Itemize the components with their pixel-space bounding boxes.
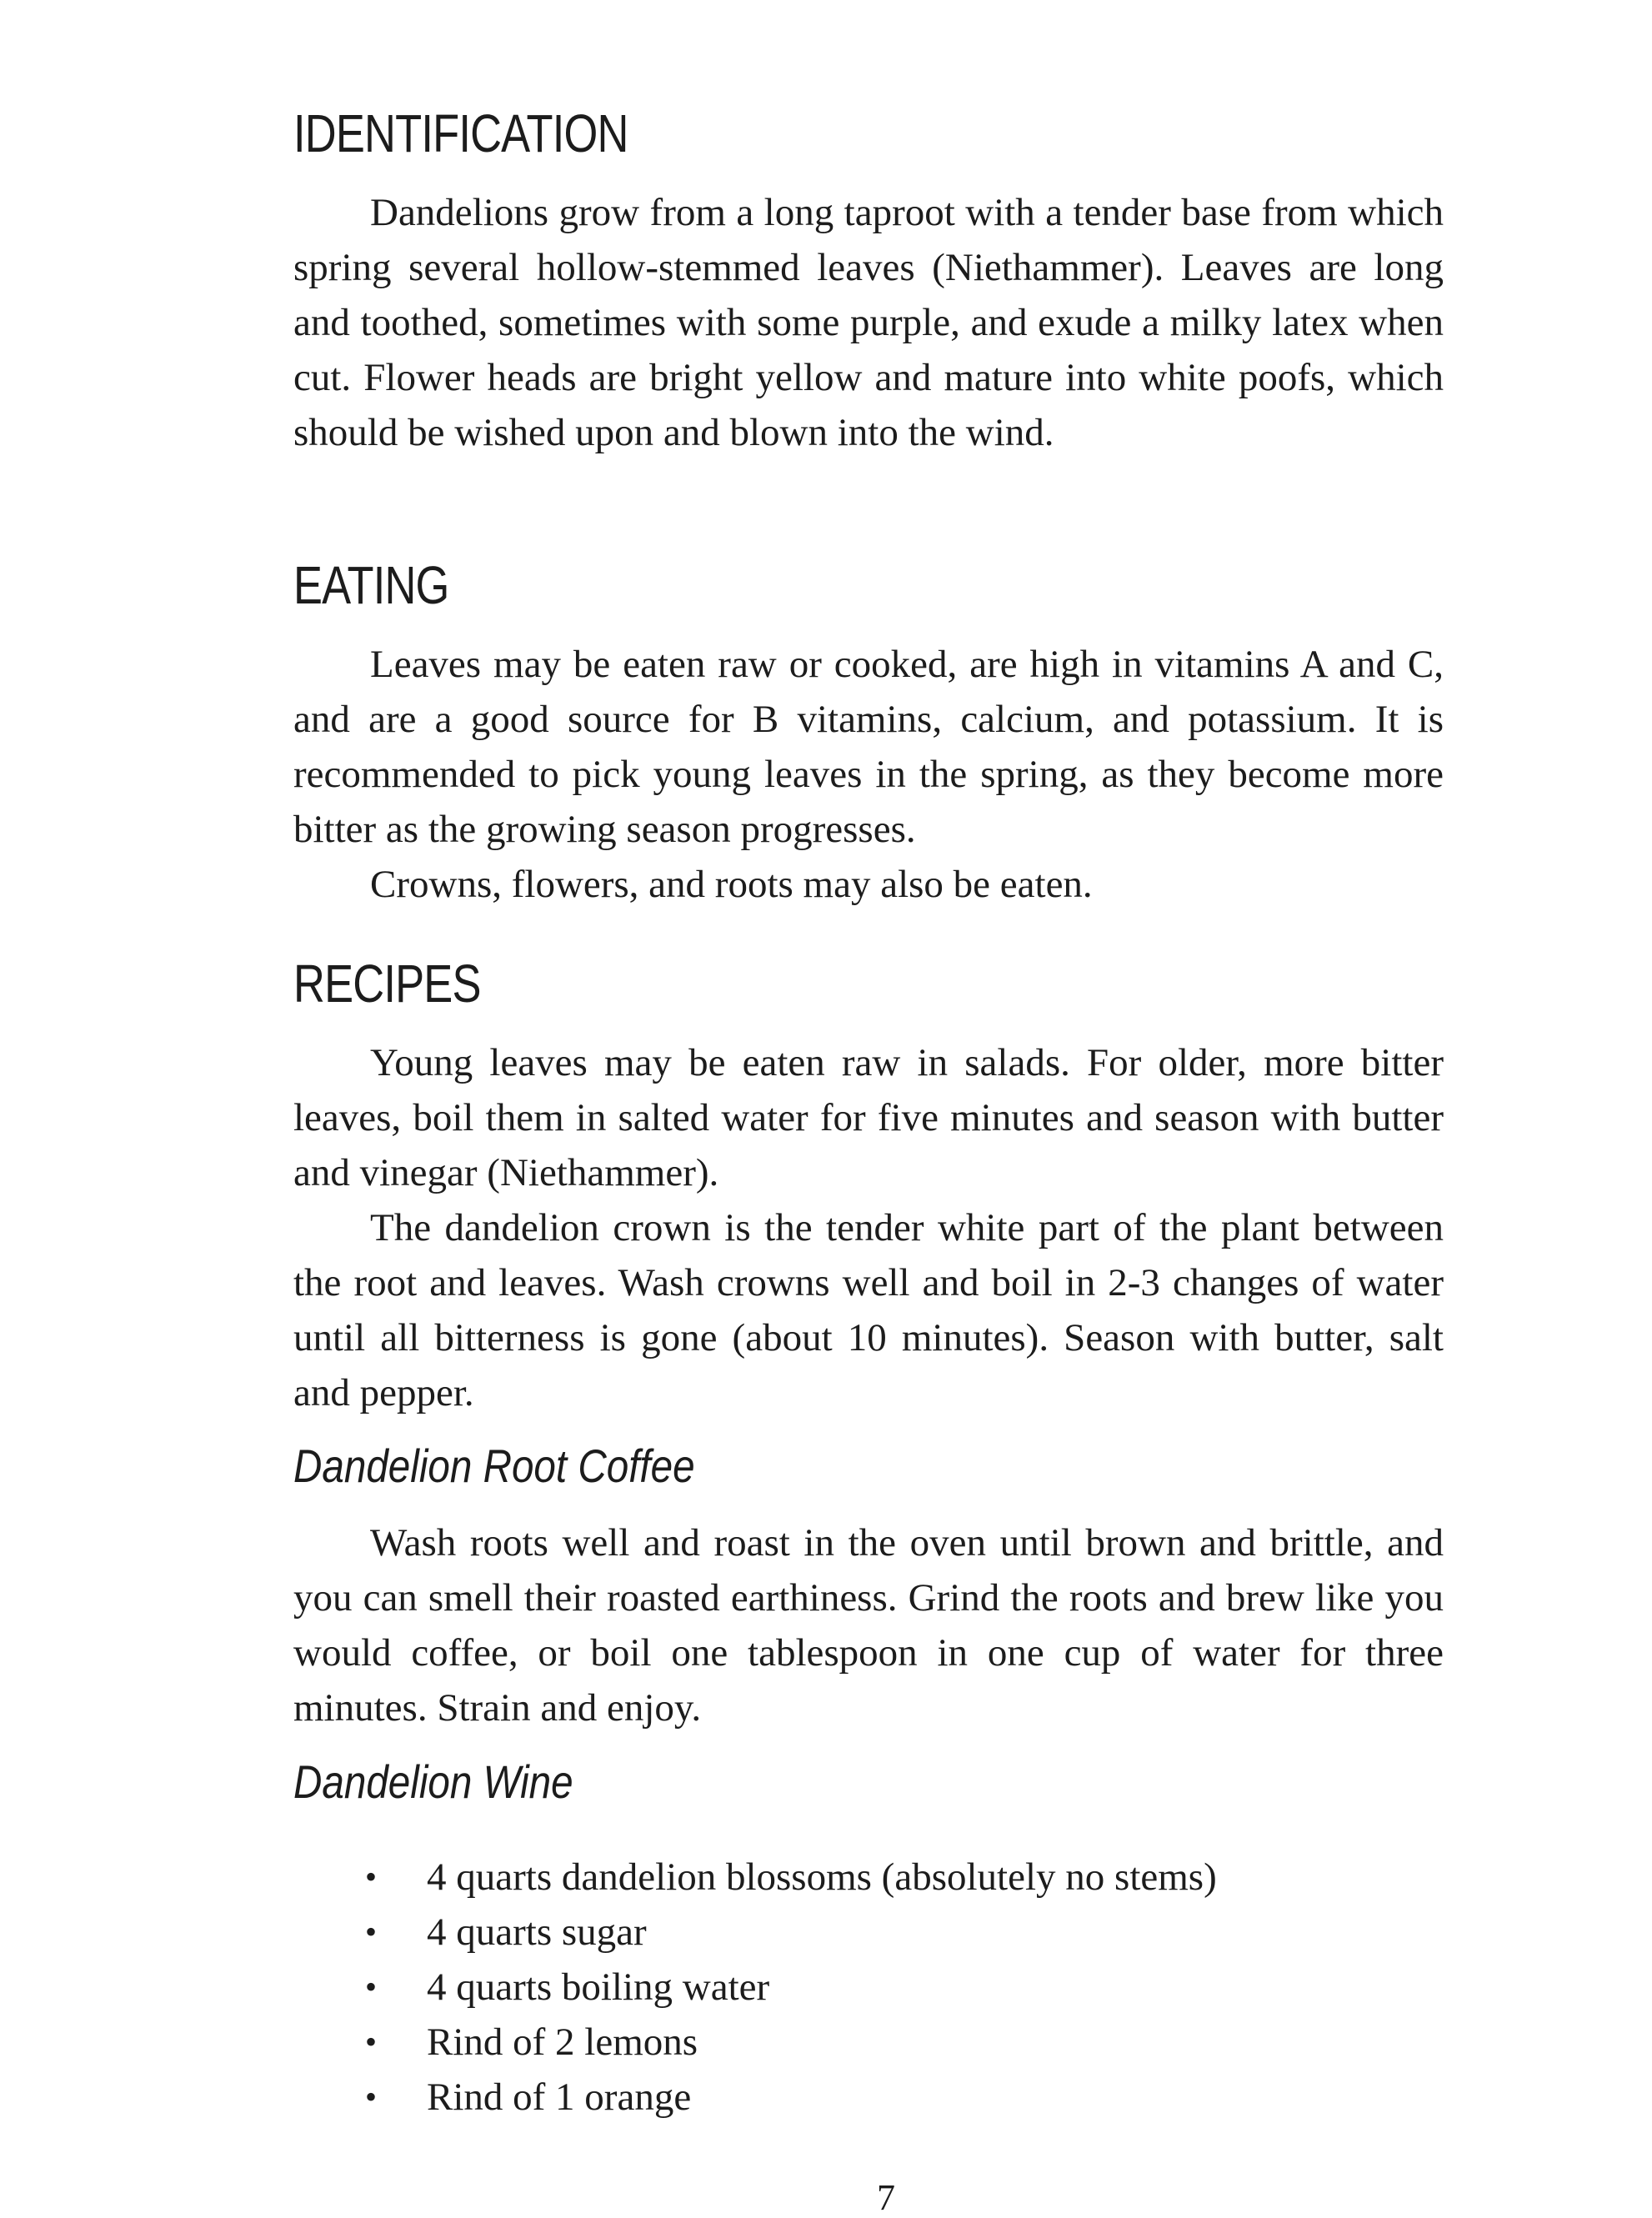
eating-paragraph-1: Leaves may be eaten raw or cooked, are high in vitamins A and C, and are a good source for B vitamins, calcium, and potassium. It is recommended to pick young leaves in the spring, as they become more bitter as the growing season progresses. bbox=[293, 643, 1444, 851]
bullet-icon: • bbox=[365, 1858, 378, 1895]
list-item: • 4 quarts sugar bbox=[365, 1905, 1365, 1960]
root-coffee-heading: Dandelion Root Coffee bbox=[293, 1439, 695, 1492]
list-item: • Rind of 1 orange bbox=[365, 2070, 1365, 2125]
wine-heading: Dandelion Wine bbox=[293, 1755, 573, 1808]
eating-paragraph-2: Crowns, flowers, and roots may also be eaten. bbox=[370, 863, 1093, 906]
list-item: • 4 quarts dandelion blossoms (absolutely no stems) bbox=[365, 1850, 1365, 1905]
bullet-icon: • bbox=[365, 2078, 378, 2115]
list-item: • 4 quarts boiling water bbox=[365, 1960, 1365, 2015]
recipes-paragraph-2: The dandelion crown is the tender white part of the plant between the root and leaves. Wash crowns well and boil in 2-3 changes of water until all bitterness is gone (about 10 minutes). Season with butter, salt and pepper. bbox=[293, 1206, 1444, 1414]
recipes-paragraph-1: Young leaves may be eaten raw in salads. For older, more bitter leaves, boil them in salted water for five minutes and season with butter and vinegar (Niethammer). bbox=[293, 1041, 1444, 1194]
identification-paragraph: Dandelions grow from a long taproot with a tender base from which spring several hollow-stemmed leaves (Niethammer). Leaves are long and toothed, sometimes with some purple, and exude a milky latex when cut. Flower heads are bright yellow and mature into white poofs, which should be wished upon and blown into the wind. bbox=[293, 191, 1444, 454]
root-coffee-paragraph: Wash roots well and roast in the oven until brown and brittle, and you can smell their roasted earthiness. Grind the roots and brew like you would coffee, or boil one tablespoon in one cup of water for three minutes. Strain and enjoy. bbox=[293, 1521, 1444, 1730]
bullet-icon: • bbox=[365, 1913, 378, 1950]
bullet-icon: • bbox=[365, 1968, 378, 2005]
recipes-heading: RECIPES bbox=[293, 954, 481, 1014]
wine-ingredient-list bbox=[365, 1850, 1365, 2125]
list-item: • Rind of 2 lemons bbox=[365, 2015, 1365, 2070]
page-number: 7 bbox=[877, 2177, 895, 2218]
bullet-icon: • bbox=[365, 2023, 378, 2060]
eating-heading: EATING bbox=[293, 555, 449, 615]
identification-heading: IDENTIFICATION bbox=[293, 103, 628, 163]
